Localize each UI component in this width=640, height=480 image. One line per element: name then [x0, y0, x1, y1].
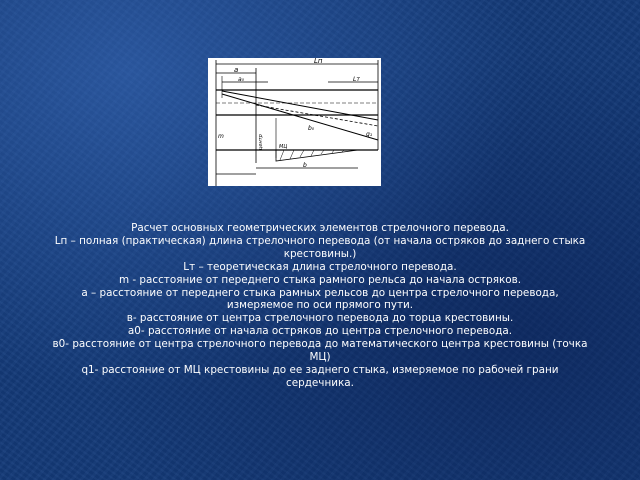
body-line: Расчет основных геометрических элементов стрелочного перевода.: [131, 222, 509, 234]
label-center: центр: [258, 134, 264, 150]
body-line: Lт – теоретическая длина стрелочного перевода.: [183, 260, 457, 273]
label-a: a: [234, 66, 239, 74]
body-line: Lп – полная (практическая) длина стрелочного перевода (от начала остряков до заднего стыка крестовины.): [54, 234, 586, 260]
label-b: b: [303, 162, 307, 169]
body-line: а0- расстояние от начала остряков до центра стрелочного перевода.: [127, 325, 513, 338]
body-line: q1- расстояние от МЦ крестовины до ее заднего стыка, измеряемое по рабочей грани сердечника.: [81, 363, 559, 389]
frog-triangle: [276, 150, 358, 161]
turnout-diagram: [208, 58, 381, 186]
rail-diverging-upper: [222, 91, 378, 120]
label-mc: МЦ: [279, 144, 288, 150]
turnout-diagram-svg: [208, 58, 381, 186]
body-line: в- расстояние от центра стрелочного перевода до торца крестовины.: [126, 312, 514, 325]
body-line: а – расстояние от переднего стыка рамных рельсов до центра стрелочного перевода, измеряемое по оси прямого пути.: [81, 286, 559, 312]
label-q1: q₁: [366, 131, 373, 138]
rail-diverging-lower: [222, 94, 378, 140]
slide-body-text: [48, 222, 592, 390]
label-m: m: [218, 133, 224, 140]
label-lp: Lп: [314, 58, 323, 65]
body-line: в0- расстояние от центра стрелочного перевода до математического центра крестовины (точка МЦ): [52, 338, 588, 364]
label-b0: b₀: [308, 125, 315, 132]
body-line: m - расстояние от переднего стыка рамного рельса до начала остряков.: [118, 273, 522, 286]
label-a0: a₀: [238, 76, 245, 83]
frog-hatching: [280, 150, 344, 160]
label-lt: Lт: [353, 76, 360, 83]
